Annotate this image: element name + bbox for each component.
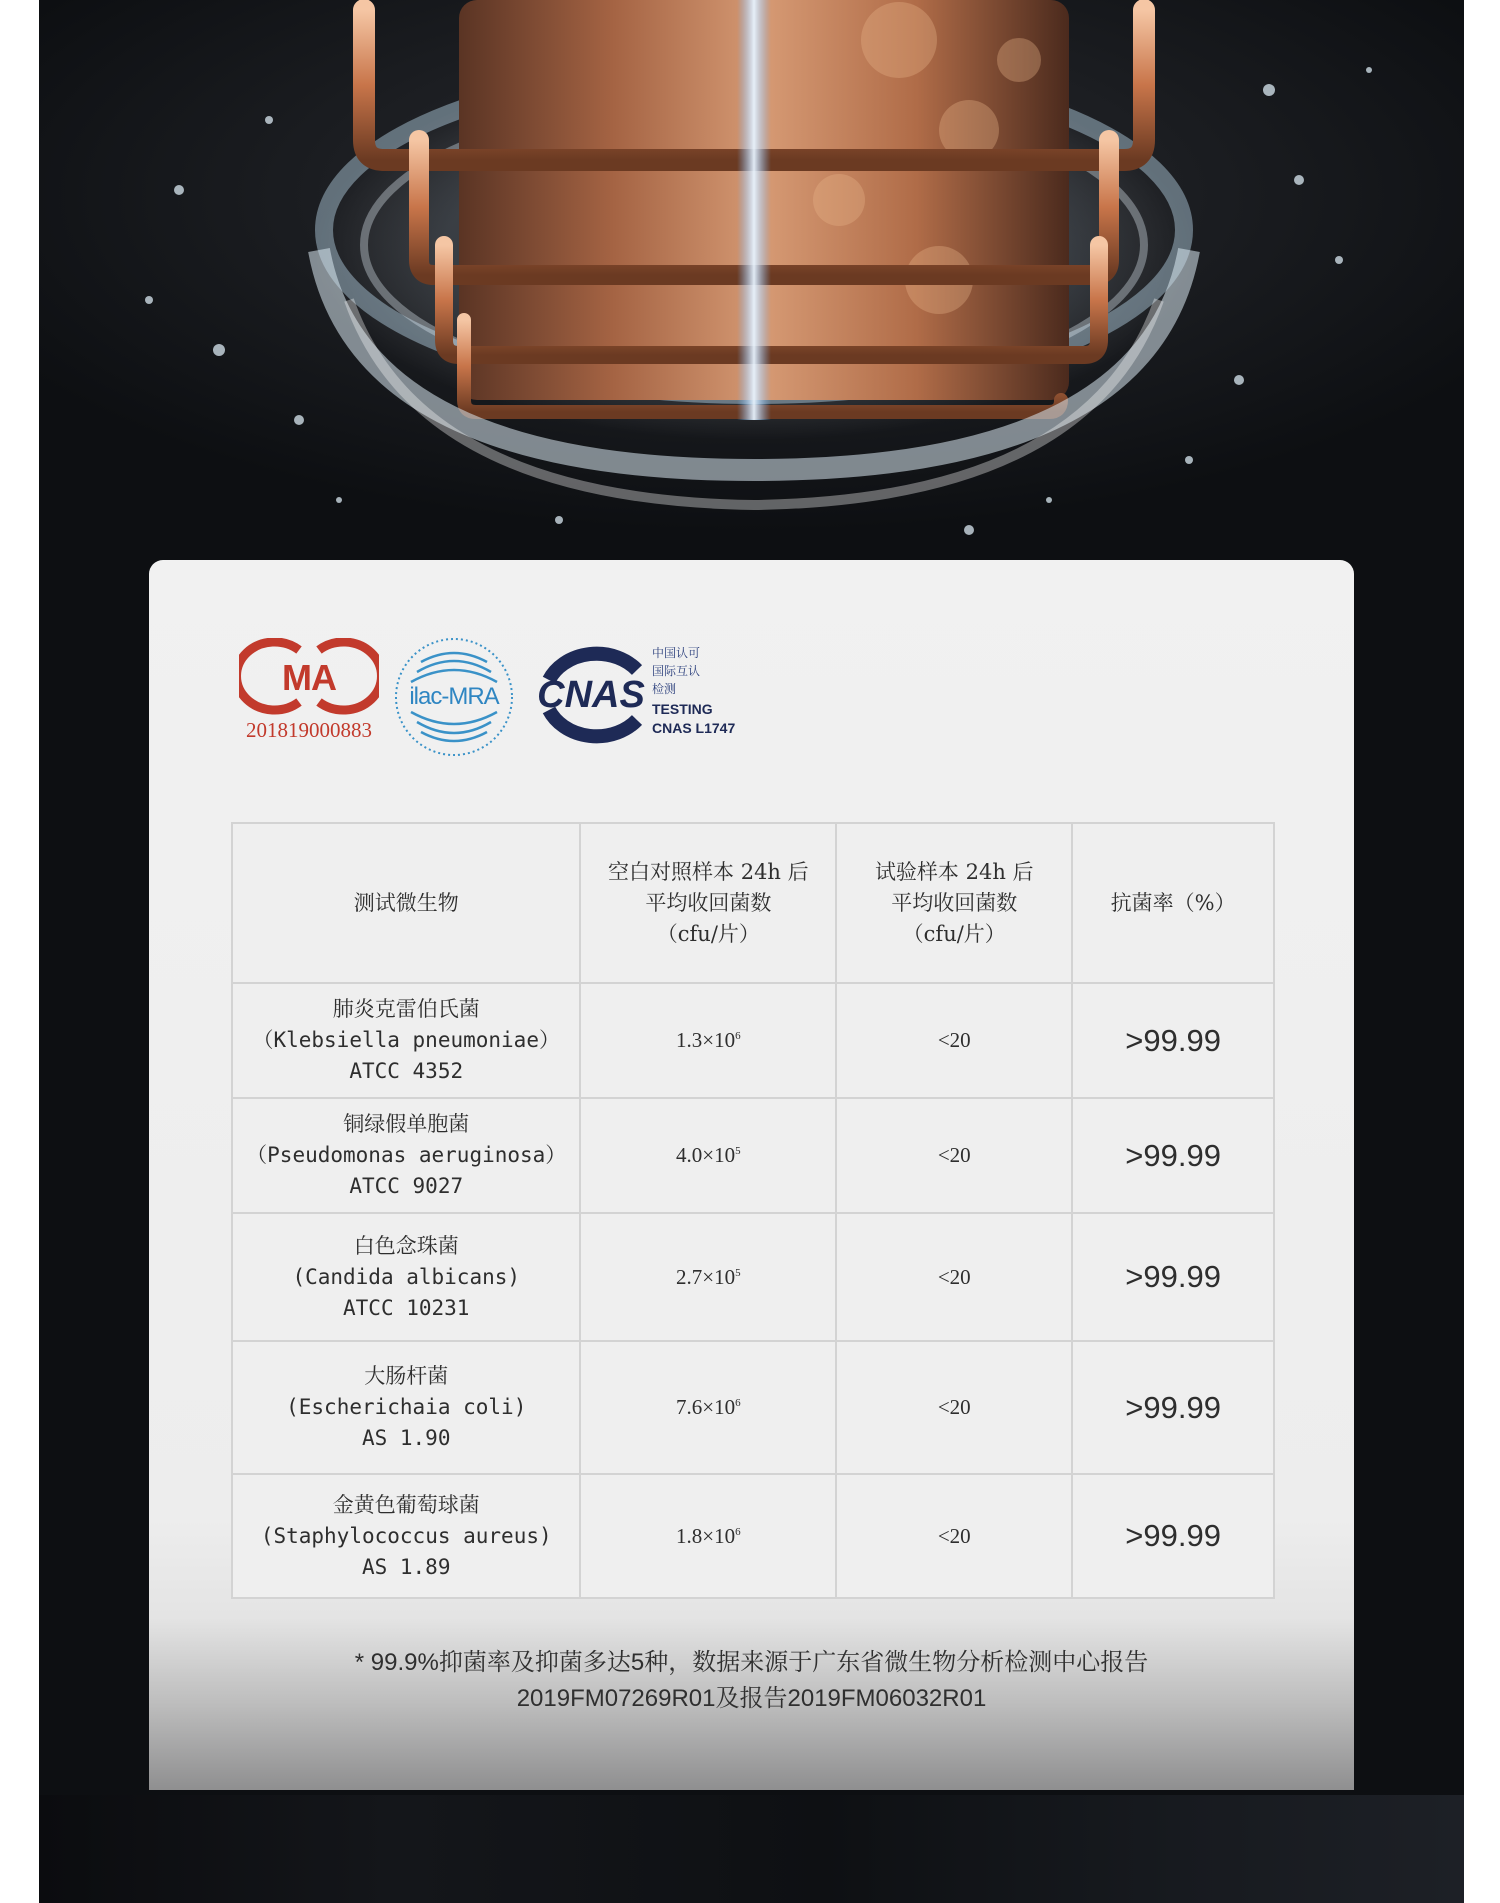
cma-registration-number: 201819000883 (246, 718, 372, 742)
control-count-cell (580, 1213, 836, 1341)
test-count-cell: <20 (836, 1213, 1072, 1341)
test-count-cell: <20 (836, 983, 1072, 1098)
organism-name-latin: (Candida albicans) (292, 1264, 521, 1289)
cnas-cn-line: 国际互认 (652, 664, 701, 678)
control-exponent: 5 (735, 1266, 741, 1279)
antibacterial-rate-cell: >99.99 (1072, 983, 1274, 1098)
organism-name-cn: 肺炎克雷伯氏菌 (332, 997, 480, 1021)
test-report-card (149, 560, 1354, 1790)
header-microorganism (232, 823, 580, 983)
header-antibacterial-rate (1072, 823, 1274, 983)
microorganism-cell (232, 983, 580, 1098)
microorganism-cell (232, 1341, 580, 1474)
organism-strain: ATCC 9027 (349, 1174, 464, 1198)
organism-strain: AS 1.90 (361, 1426, 451, 1450)
control-exponent: 6 (735, 1397, 741, 1409)
cnas-cn-line: 检测 (652, 682, 677, 696)
organism-strain: ATCC 4352 (349, 1059, 464, 1083)
cma-logo (239, 638, 379, 716)
product-hero-image (39, 0, 1464, 560)
control-count: 1.8×10 (676, 1523, 736, 1548)
antibacterial-rate-cell: >99.99 (1072, 1474, 1274, 1598)
table-row (232, 983, 1274, 1098)
cnas-logo-text: CNAS (537, 674, 645, 716)
control-count: 4.0×10 (676, 1143, 736, 1167)
control-exponent: 6 (735, 1030, 741, 1042)
table-row (232, 1341, 1274, 1474)
cnas-logo (529, 640, 654, 750)
organism-name-cn: 白色念珠菌 (353, 1233, 459, 1258)
cnas-en-line: TESTING (652, 701, 713, 717)
antibacterial-rate-cell: >99.99 (1072, 1341, 1274, 1474)
bottom-background-band (39, 1795, 1464, 1903)
control-count-cell (580, 1341, 836, 1474)
organism-strain: AS 1.89 (361, 1554, 451, 1579)
control-exponent: 5 (735, 1145, 741, 1157)
cnas-en-line: CNAS L1747 (652, 720, 736, 736)
control-count-cell (580, 1098, 836, 1213)
header-line: （cfu/片） (902, 921, 1006, 946)
control-count: 1.3×10 (676, 1028, 736, 1052)
data-source-footnote (209, 1645, 1294, 1717)
antibacterial-rate-cell: >99.99 (1072, 1213, 1274, 1341)
organism-name-latin: （Klebsiella pneumoniae） (252, 1028, 560, 1052)
organism-name-cn: 大肠杆菌 (364, 1364, 449, 1388)
table-row (232, 1098, 1274, 1213)
test-count-cell: <20 (836, 1474, 1072, 1598)
microorganism-cell (232, 1474, 580, 1598)
footnote-line: * 99.9%抑菌率及抑菌多达5种，数据来源于广东省微生物分析检测中心报告 (354, 1649, 1149, 1676)
header-test-sample (836, 823, 1072, 983)
header-line: 平均收回菌数 (891, 890, 1018, 915)
test-count-cell: <20 (836, 1341, 1072, 1474)
header-control-sample (580, 823, 836, 983)
header-line: 抗菌率（%） (1110, 890, 1236, 915)
cma-logo-text: MA (282, 657, 336, 698)
table-header-row (232, 823, 1274, 983)
page-canvas (39, 0, 1464, 1903)
cnas-accreditation-text (652, 644, 792, 738)
cnas-cn-line: 中国认可 (652, 646, 701, 660)
antibacterial-results-table (231, 822, 1275, 1599)
table-row (232, 1213, 1274, 1341)
control-count-cell (580, 1474, 836, 1598)
organism-name-latin: (Escherichaia coli) (286, 1395, 527, 1419)
organism-strain: ATCC 10231 (343, 1295, 470, 1320)
header-line: 试验样本 24h 后 (874, 859, 1034, 884)
footnote-line: 2019FM07269R01及报告2019FM06032R01 (516, 1685, 987, 1712)
organism-name-latin: (Staphylococcus aureus) (260, 1523, 552, 1548)
test-count-cell: <20 (836, 1098, 1072, 1213)
organism-name-latin: （Pseudomonas aeruginosa） (246, 1143, 567, 1167)
control-count: 2.7×10 (676, 1264, 736, 1289)
organism-name-cn: 铜绿假单胞菌 (343, 1112, 470, 1136)
microorganism-cell (232, 1098, 580, 1213)
header-line: 测试微生物 (353, 890, 459, 915)
antibacterial-rate-cell: >99.99 (1072, 1098, 1274, 1213)
control-exponent: 6 (735, 1525, 741, 1538)
organism-name-cn: 金黄色葡萄球菌 (332, 1492, 480, 1517)
header-line: （cfu/片） (656, 921, 760, 946)
header-line: 平均收回菌数 (645, 890, 772, 915)
control-count: 7.6×10 (676, 1395, 736, 1419)
table-row (232, 1474, 1274, 1598)
certification-logos (239, 638, 799, 758)
header-line: 空白对照样本 24h 后 (608, 859, 809, 884)
ilac-mra-logo (389, 632, 519, 762)
control-count-cell (580, 983, 836, 1098)
microorganism-cell (232, 1213, 580, 1341)
ilac-logo-text: ilac-MRA (409, 683, 499, 710)
